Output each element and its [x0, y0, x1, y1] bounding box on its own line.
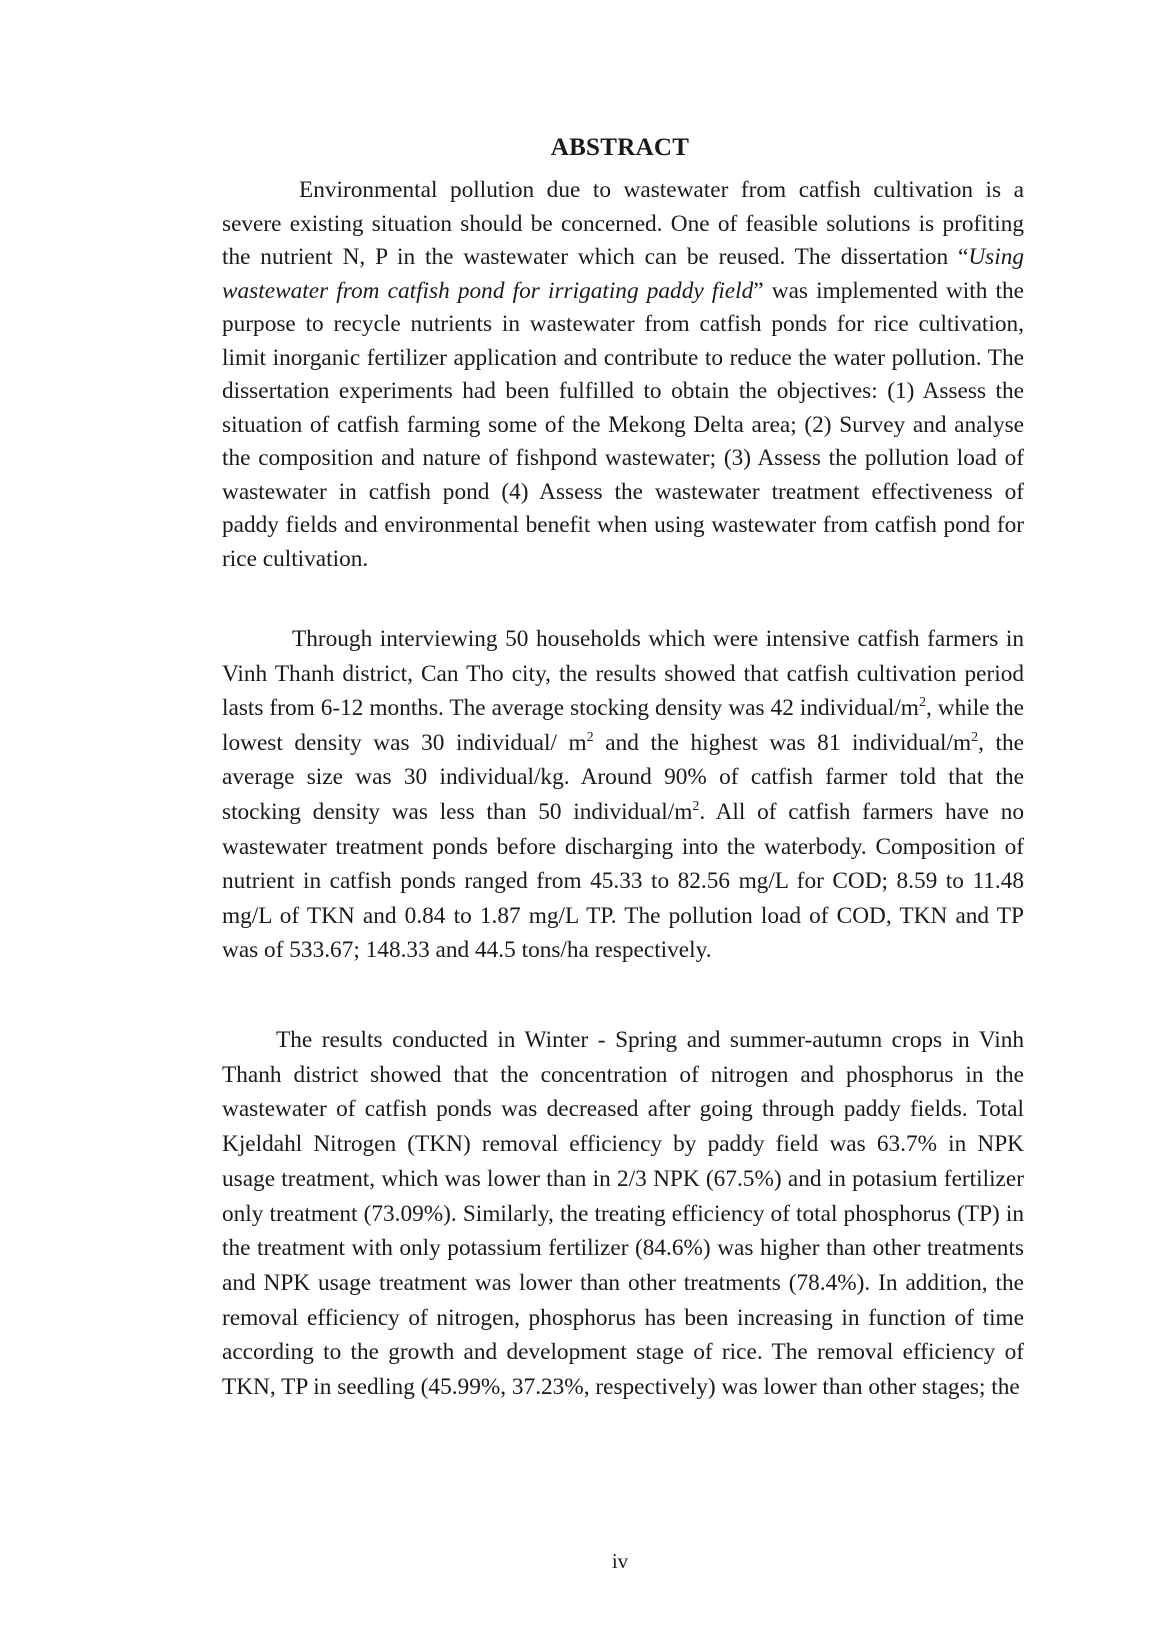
paragraph-2-seg-3: and the highest was 81 individual/m — [593, 729, 972, 756]
paragraph-3: The results conducted in Winter - Spring and summer-autumn crops in Vinh Thanh district showed that the concentration of nitrogen and phosphorus in the wastewater of catfish ponds was decreased after going through paddy fields. Total Kjeldahl Nitrogen (TKN) removal efficiency by paddy field was 63.7% in NPK usage treatment, which was lower than in 2/3 NPK (67.5%) and in potasium fertilizer only treatment (73.09%). Similarly, the treating efficiency of total phosphorus (TP) in the treatment with only potassium fertilizer (84.6%) was higher than other treatments and NPK usage treatment was lower than other treatments (78.4%). In addition, the removal efficiency of nitrogen, phosphorus has been increasing in function of time according to the growth and development stage of rice. The removal efficiency of TKN, TP in seedling (45.99%, 37.23%, respectively) was lower than other stages; the — [222, 1027, 1024, 1401]
superscript-2: 2 — [586, 729, 594, 745]
paragraph-2-seg-2: , while the lowest density was 30 individual/ m — [222, 695, 1024, 756]
paragraph-2 — [222, 622, 1024, 968]
page-number: iv — [611, 1549, 629, 1573]
superscript-2: 2 — [692, 798, 700, 814]
abstract-title: ABSTRACT — [550, 134, 690, 161]
paragraph-1-text-start: Environmental pollution due to wastewater from catfish cultivation is a severe existing situation should be concerned. One of feasible solutions is profiting the nutrient N, P in the wastewater which can be reused. The dissertation “ — [222, 177, 1024, 270]
paragraph-2-seg-1: Through interviewing 50 households which were intensive catfish farmers in Vinh Thanh district, Can Tho city, the results showed that catfish cultivation period lasts from 6-12 months. The average stocking density was 42 individual/m — [222, 626, 1024, 722]
paragraph-2-seg-4: , the average size was 30 individual/kg. Around 90% of catfish farmer told that the stocking density was less than 50 individual/m — [222, 729, 1024, 825]
superscript-2: 2 — [918, 695, 926, 711]
superscript-2: 2 — [971, 729, 979, 745]
dissertation-title: Using wastewater from catfish pond for irrigating paddy field — [222, 244, 1024, 304]
paragraph-1 — [222, 174, 1024, 576]
paragraph-2-seg-5: . All of catfish farmers have no wastewater treatment ponds before discharging into the waterbody. Composition of nutrient in catfish ponds ranged from 45.33 to 82.56 mg/L for COD; 8.59 to 11.48 mg/L of TKN and 0.84 to 1.87 mg/L TP. The pollution load of COD, TKN and TP was of 533.67; 148.33 and 44.5 tons/ha respectively. — [222, 798, 1024, 964]
paragraph-1-text-end: ” was implemented with the purpose to recycle nutrients in wastewater from catfish ponds for rice cultivation, limit inorganic fertilizer application and contribute to reduce the water pollution. The dissertation experiments had been fulfilled to obtain the objectives: (1) Assess the situation of catfish farming some of the Mekong Delta area; (2) Survey and analyse the composition and nature of fishpond wastewater; (3) Assess the pollution load of wastewater in catfish pond (4) Assess the wastewater treatment effectiveness of paddy fields and environmental benefit when using wastewater from catfish pond for rice cultivation. — [222, 277, 1024, 572]
